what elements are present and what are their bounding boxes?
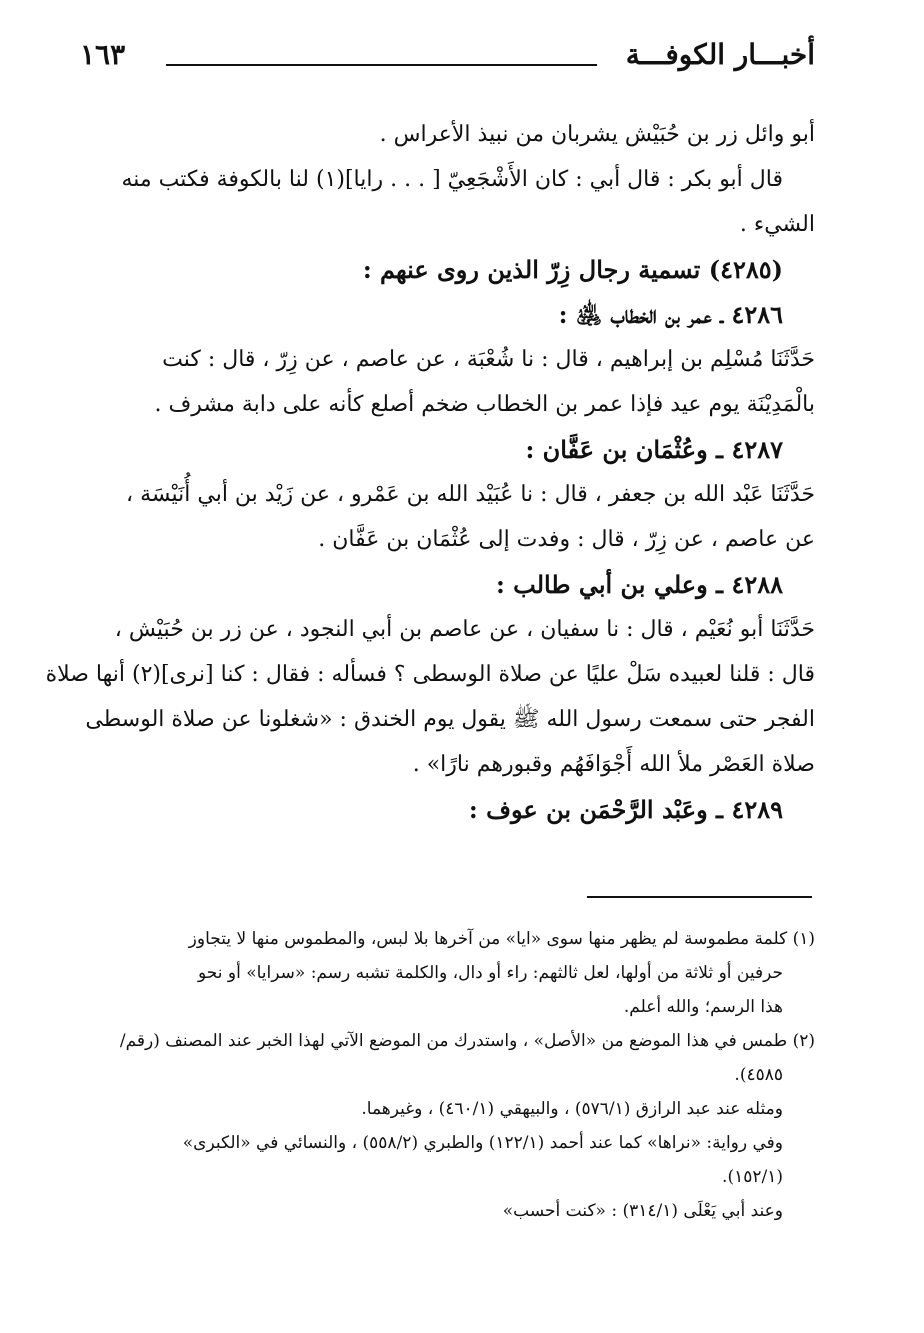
footnote-line: (١) كلمة مطموسة لم يظهر منها سوى «ايا» من آخرها بلا لبس، والمطموس منها لا يتجاوز (188, 929, 815, 949)
text-line: عن عاصم ، عن زِرّ ، قال : وفدت إلى عُثْمَان بن عَفَّان . (318, 527, 815, 552)
text-line: قال : قلنا لعبيده سَلْ عليًا عن صلاة الوسطى ؟ فسأله : فقال : كنا [نرى](٢) أنها صلاة (45, 662, 815, 687)
section-heading: (٤٢٨٥) تسمية رجال زِرّ الذين روى عنهم : (362, 255, 783, 284)
footnote-line: (٢) طمس في هذا الموضع من «الأصل» ، واستدرك من الموضع الآتي لهذا الخبر عند المصنف (رقم/ (119, 1031, 815, 1051)
footnote-line: ٤٥٨٥). (734, 1065, 783, 1085)
entry-heading: ٤٢٨٩ ـ وعَبْد الرَّحْمَن بن عوف : (468, 795, 783, 824)
footnote-separator (587, 896, 812, 898)
page-number: ١٦٣ (80, 38, 126, 71)
entry-heading: ٤٢٨٨ ـ وعلي بن أبي طالب : (495, 570, 783, 599)
text-line: بالْمَدِيْنَة يوم عيد فإذا عمر بن الخطاب ضخم أصلع كأنه على دابة مشرف . (154, 392, 815, 417)
footnote-line: وفي رواية: «نراها» كما عند أحمد (١٢٢/١) والطبري (٥٥٨/٢) ، والنسائي في «الكبرى» (182, 1133, 783, 1153)
text-line: الشيء . (739, 212, 815, 237)
running-title: أخبـــار الكوفـــة (625, 38, 815, 71)
footnote-line: وعند أبي يَعْلَى (٣١٤/١) : «كنت أحسب» (502, 1201, 783, 1221)
header-rule (166, 64, 597, 66)
text-line: حَدَّثَنَا أبو نُعَيْم ، قال : نا سفيان ، عن عاصم بن أبي النجود ، عن زر بن حُبَيْش ، (114, 617, 815, 642)
text-line: الفجر حتى سمعت رسول الله ﷺ يقول يوم الخندق : «شغلونا عن صلاة الوسطى (85, 707, 815, 732)
footnote-line: ومثله عند عبد الرازق (٥٧٦/١) ، والبيهقي (٤٦٠/١) ، وغيرهما. (361, 1099, 783, 1119)
text-line: أبو وائل زر بن حُبَيْش يشربان من نبيذ الأعراس . (379, 122, 815, 147)
main-text (45, 112, 815, 832)
footnote-line: حرفين أو ثلاثة من أولها، لعل ثالثهم: راء أو دال، والكلمة تشبه رسم: «سرايا» أو نحو (198, 963, 783, 983)
text-line: حَدَّثَنَا مُسْلِم بن إبراهيم ، قال : نا شُعْبَة ، عن عاصم ، عن زِرّ ، قال : كنت (162, 347, 815, 372)
entry-heading: ٤٢٨٧ ـ وعُثْمَان بن عَفَّان : (525, 435, 783, 464)
footnote-line: (١٥٢/١). (722, 1167, 783, 1187)
entry-heading: ٤٢٨٦ ـ عمر بن الخطاب ﵁ : (558, 300, 783, 329)
page-header (80, 38, 815, 78)
text-line: صلاة العَصْر ملأ الله أَجْوَافَهُم وقبورهم نارًا» . (412, 752, 815, 777)
footnotes (78, 922, 815, 1228)
footnote-line: هذا الرسم؛ والله أعلم. (623, 997, 783, 1017)
text-line: قال أبو بكر : قال أبي : كان الأَشْجَعِيّ [ . . . رايا](١) لنا بالكوفة فكتب منه (121, 167, 783, 192)
text-line: حَدَّثَنَا عَبْد الله بن جعفر ، قال : نا عُبَيْد الله بن عَمْرو ، عن زَيْد بن أبي أُنَيْسَة ، (125, 482, 815, 507)
